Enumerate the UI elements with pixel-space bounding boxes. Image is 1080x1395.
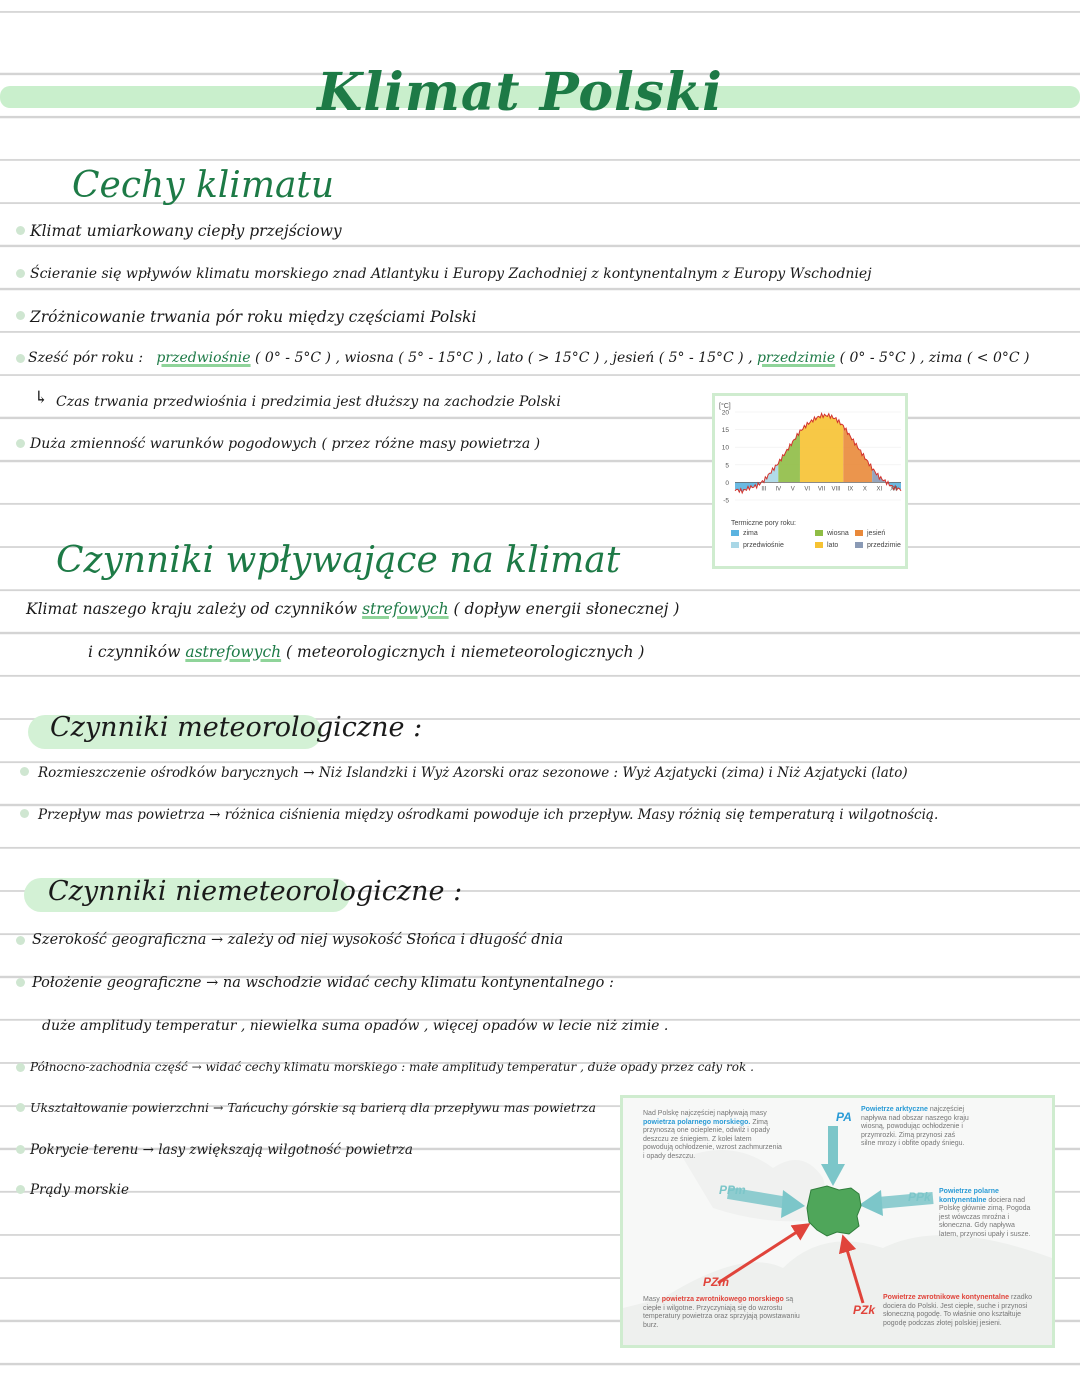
label-pzm: PZm bbox=[703, 1275, 730, 1289]
text-line: Północno-zachodnia część → widać cechy klimatu morskiego : małe amplitudy temperatur , duże opady przez cały rok . bbox=[30, 1060, 754, 1074]
factors-line-1 bbox=[26, 600, 679, 618]
text-line: Ścieranie się wpływów klimatu morskiego znad Atlantyku i Europy Zachodniej z kontynentalnym z Europy Wschodniej bbox=[30, 266, 872, 282]
y-tick-label: 0 bbox=[725, 479, 729, 487]
bullet-dot bbox=[16, 311, 25, 320]
legend-swatch bbox=[855, 542, 863, 548]
text-pzk bbox=[883, 1294, 1033, 1328]
heading-meteorologiczne: Czynniki meteorologiczne : bbox=[50, 712, 423, 743]
label-ppk: PPk bbox=[908, 1190, 931, 1204]
text-line: duże amplitudy temperatur , niewielka suma opadów , więcej opadów w lecie niż zimie . bbox=[42, 1018, 669, 1034]
legend-label: przedzimie bbox=[867, 542, 901, 549]
y-tick-label: 15 bbox=[721, 427, 729, 435]
legend-label: wiosna bbox=[827, 530, 849, 537]
heading-cechy-klimatu: Cechy klimatu bbox=[72, 165, 335, 206]
text-span: dociera nad Polskę głównie zimą. Pogoda jest wówczas mroźna i słoneczna. Gdy napływa latem, przynosi upały i susze. bbox=[939, 1196, 1031, 1238]
text-span: ( dopływ energii słonecznej ) bbox=[453, 600, 680, 618]
heading-czynniki: Czynniki wpływające na klimat bbox=[56, 540, 621, 581]
text-span: Masy bbox=[643, 1296, 660, 1303]
x-tick-label: III bbox=[761, 486, 767, 493]
bullet-dot bbox=[16, 354, 25, 363]
text-line: Położenie geograficzne → na wschodzie widać cechy klimatu kontynentalnego : bbox=[32, 975, 614, 991]
text-line: Prądy morskie bbox=[30, 1182, 129, 1198]
legend-swatch bbox=[731, 530, 739, 536]
seasons-chart bbox=[712, 393, 908, 569]
y-tick-label: 5 bbox=[725, 462, 729, 470]
bullet-dot bbox=[16, 1185, 25, 1194]
x-tick-label: X bbox=[862, 486, 867, 493]
x-tick-label: IX bbox=[847, 486, 854, 493]
text-span: Zimą przynoszą one ocieplenie, odwilż i opady deszczu ze śniegiem. Z kolei latem powodują ochłodzenie, wzrost zachmurzenia i opady deszczu. bbox=[643, 1118, 782, 1160]
text-span: Klimat naszego kraju zależy od czynników bbox=[26, 600, 358, 618]
legend-item bbox=[855, 542, 901, 549]
text-span: ( meteorologicznych i niemeteorologicznych ) bbox=[286, 643, 645, 661]
bullet-dot bbox=[16, 226, 25, 235]
legend-label: przedwiośnie bbox=[743, 542, 784, 549]
highlight-astrefowych: astrefowych bbox=[185, 643, 282, 661]
text-line: Przepływ mas powietrza → różnica ciśnienia między ośrodkami powoduje ich przepływ. Masy różnią się temperaturą i wilgotnością. bbox=[38, 807, 939, 823]
text-line: Ukształtowanie powierzchni → Tańcuchy górskie są barierą dla przepływu mas powietrza bbox=[30, 1100, 596, 1115]
text-span: powietrza zwrotnikowego morskiego bbox=[661, 1296, 784, 1303]
label-pzk: PZk bbox=[853, 1303, 876, 1317]
label-ppm: PPm bbox=[719, 1183, 746, 1197]
text-span: są ciepłe i wilgotne. Przyczyniają się do wzrostu temperatury powietrza oraz sprzyjają powstawaniu burz. bbox=[643, 1296, 800, 1329]
text-line: Duża zmienność warunków pogodowych ( przez różne masy powietrza ) bbox=[30, 436, 541, 452]
legend-item bbox=[731, 542, 784, 549]
text-span: Sześć pór roku : bbox=[28, 350, 144, 366]
legend-item bbox=[731, 530, 758, 537]
text-span: najczęściej napływa nad obszar naszego kraju wiosną, powodując ochłodzenie i przymrozki. Zimą przynosi zaś silne mrozy i obfite opady śniegu. bbox=[861, 1106, 969, 1147]
text-span: ( 0° - 5°C ) , zima ( < 0°C ) bbox=[839, 350, 1030, 366]
text-line: Klimat umiarkowany ciepły przejściowy bbox=[30, 222, 342, 240]
bullet-dot bbox=[20, 809, 29, 818]
text-span: Powietrze polarne kontynentalne bbox=[939, 1188, 999, 1204]
x-tick-label: VI bbox=[804, 486, 811, 493]
ppk-arrow-head bbox=[859, 1190, 883, 1216]
text-span: i czynników bbox=[88, 643, 181, 661]
text-pa bbox=[861, 1106, 971, 1149]
pa-arrow-head bbox=[821, 1164, 845, 1186]
y-tick-label: -5 bbox=[723, 497, 729, 505]
legend-item bbox=[855, 530, 885, 537]
seasons-line bbox=[28, 350, 1029, 366]
poland-shape bbox=[807, 1186, 861, 1236]
bullet-dot bbox=[16, 936, 25, 945]
text-span: rzadko dociera do Polski. Jest ciepłe, suche i przynosi słoneczną pogodę. To właśnie ono kształtuje pogodę podczas złotej polskiej jesieni. bbox=[883, 1294, 1032, 1327]
bullet-dot bbox=[16, 1145, 25, 1154]
bullet-dot bbox=[16, 1063, 25, 1072]
text-span: Powietrze arktyczne bbox=[861, 1106, 928, 1113]
x-tick-label: XI bbox=[876, 486, 883, 493]
chart-legend-title: Termiczne pory roku: bbox=[731, 520, 796, 527]
air-masses-map bbox=[620, 1095, 1055, 1348]
y-axis-label: [°C] bbox=[719, 403, 731, 410]
bullet-dot bbox=[16, 1103, 25, 1112]
legend-label: zima bbox=[743, 530, 758, 537]
bullet-dot bbox=[16, 269, 25, 278]
text-ppm bbox=[643, 1110, 783, 1161]
y-tick-label: 20 bbox=[721, 409, 729, 417]
text-span: ( 0° - 5°C ) , wiosna ( 5° - 15°C ) , lato ( > 15°C ) , jesień ( 5° - 15°C ) , bbox=[255, 350, 753, 366]
legend-swatch bbox=[815, 542, 823, 548]
legend-label: lato bbox=[827, 542, 839, 549]
sub-arrow: ↳ bbox=[34, 388, 49, 408]
factors-line-2 bbox=[88, 643, 644, 661]
text-pzm bbox=[643, 1296, 801, 1330]
season-area bbox=[778, 431, 800, 482]
heading-niemeteorologiczne: Czynniki niemeteorologiczne : bbox=[48, 876, 463, 907]
label-pa: PA bbox=[836, 1110, 852, 1124]
text-line: Rozmieszczenie ośrodków barycznych → Niż Islandzki i Wyż Azorski oraz sezonowe : Wyż Azjatycki (zima) i Niż Azjatycki (lato) bbox=[38, 765, 908, 781]
text-span: Nad Polskę najczęściej napływają masy bbox=[643, 1110, 767, 1117]
highlight-strefowych: strefowych bbox=[362, 600, 449, 618]
bullet-dot bbox=[16, 978, 25, 987]
y-tick-label: 10 bbox=[721, 444, 729, 452]
text-line: Pokrycie terenu → lasy zwiększają wilgotność powietrza bbox=[30, 1142, 413, 1158]
text-line: Szerokość geograficzna → zależy od niej wysokość Słońca i długość dnia bbox=[32, 932, 564, 948]
text-line: Czas trwania przedwiośnia i predzimia jest dłuższy na zachodzie Polski bbox=[56, 394, 561, 410]
bullet-dot bbox=[20, 767, 29, 776]
legend-swatch bbox=[731, 542, 739, 548]
x-tick-label: VII bbox=[817, 486, 826, 493]
text-span: Powietrze zwrotnikowe kontynentalne bbox=[883, 1294, 1010, 1301]
x-tick-label: V bbox=[790, 486, 795, 493]
legend-swatch bbox=[815, 530, 823, 536]
x-tick-label: VIII bbox=[831, 486, 841, 493]
legend-swatch bbox=[855, 530, 863, 536]
chart-svg bbox=[715, 396, 905, 566]
page-title: Klimat Polski bbox=[317, 62, 723, 123]
x-tick-label: XII bbox=[890, 486, 898, 493]
legend-item bbox=[815, 530, 849, 537]
legend-item bbox=[815, 542, 838, 549]
text-span: powietrza polarnego morskiego. bbox=[643, 1118, 751, 1126]
x-tick-label: IV bbox=[775, 486, 782, 493]
bullet-dot bbox=[16, 439, 25, 448]
highlight-przedzimie: przedzimie bbox=[756, 350, 836, 366]
text-ppk bbox=[939, 1188, 1031, 1239]
text-line: Zróżnicowanie trwania pór roku między częściami Polski bbox=[30, 308, 477, 326]
highlight-przedwiosnie: przedwiośnie bbox=[156, 350, 251, 366]
legend-label: jesień bbox=[867, 530, 886, 537]
